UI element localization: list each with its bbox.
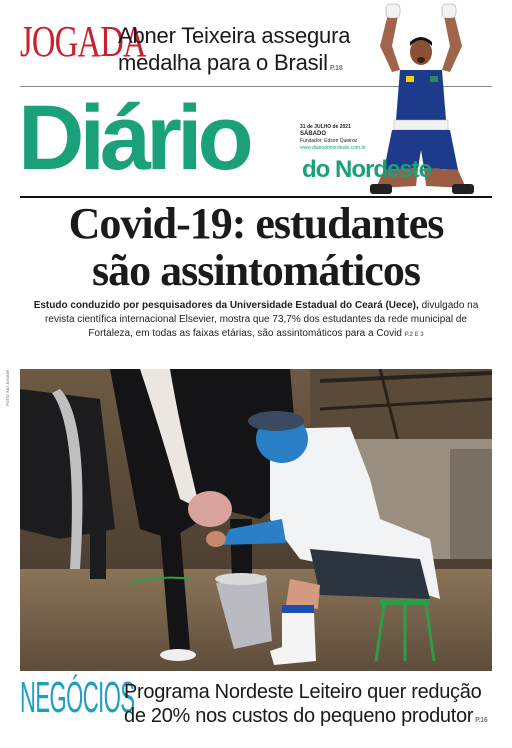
dek-page-ref: P.2 E 3: [404, 332, 424, 338]
section-kicker-negocios: NEGÓCIOS: [20, 673, 135, 722]
bottom-headline-text: Programa Nordeste Leiteiro quer redução de 20% nos custos do pequeno produtor: [124, 681, 482, 727]
farmer-milking-cow-photo[interactable]: [20, 369, 492, 671]
dek-lead: Estudo conduzido por pesquisadores da Universidade Estadual do Ceará (Uece),: [33, 300, 419, 311]
masthead-logo[interactable]: Diário: [18, 87, 249, 189]
main-headline[interactable]: [20, 200, 492, 294]
bottom-teaser-headline[interactable]: [124, 680, 496, 733]
main-headline-line1: Covid-19: estudantes: [68, 199, 444, 248]
edition-date: 31 de JULHO de 2021: [300, 124, 351, 130]
masthead-subtitle: do Nordeste: [302, 156, 432, 183]
dek-body: divulgado na revista científica internacional Elsevier, mostra que 73,7% dos estudantes da rede municipal de Fortaleza, em todas as faixas etárias, são assintomáticos para a Covid: [45, 300, 479, 339]
bottom-page-ref: P.16: [475, 717, 488, 724]
teaser-headline-text: Abner Teixeira assegura medalha para o Brasil: [118, 23, 351, 75]
edition-info: [300, 124, 390, 152]
edition-weekday: SÁBADO: [300, 131, 327, 137]
edition-website-link[interactable]: www.diariodonordeste.com.br: [300, 145, 366, 151]
teaser-headline[interactable]: [118, 22, 368, 82]
masthead-divider: [20, 196, 492, 198]
photo-credit: FOTO: KID JÚNIOR: [5, 370, 10, 406]
edition-founder: Fundador: Edson Queiroz: [300, 138, 358, 144]
teaser-page-ref: P.18: [329, 65, 343, 72]
main-dek: [24, 299, 488, 342]
section-kicker-jogada: JOGADA: [20, 17, 146, 66]
main-headline-line2: são assintomáticos: [92, 246, 420, 295]
